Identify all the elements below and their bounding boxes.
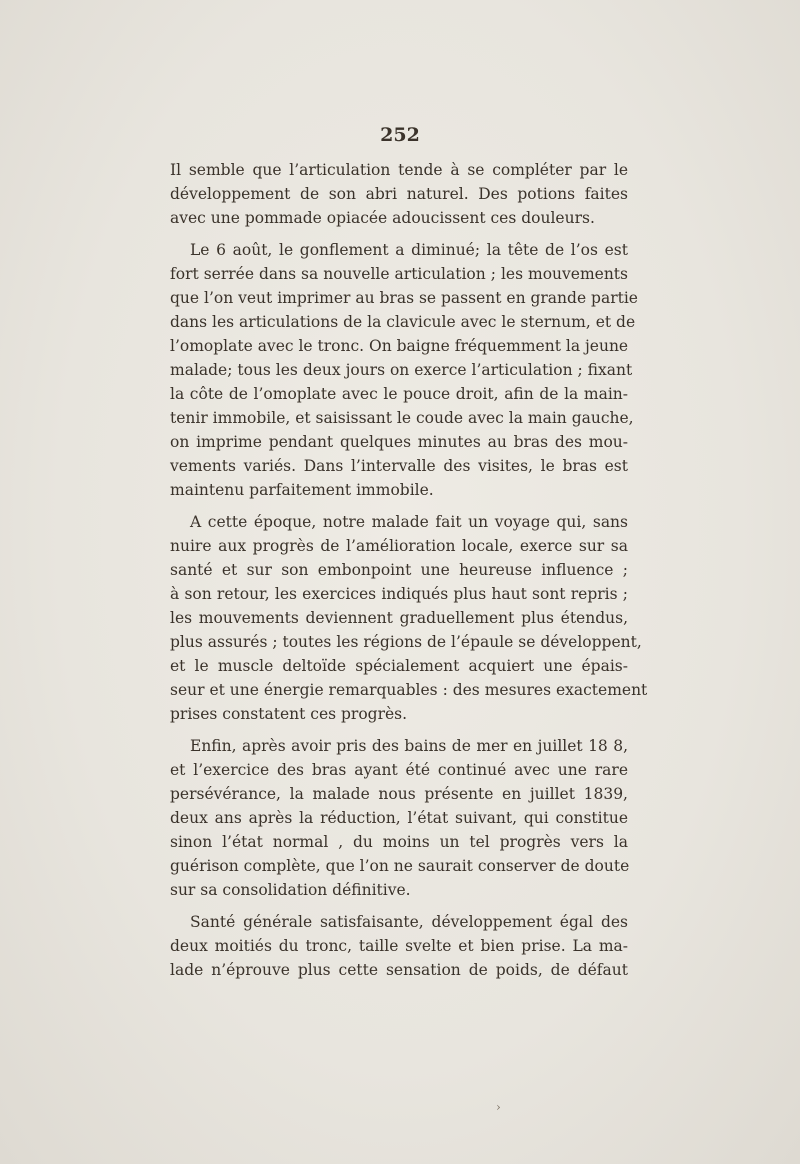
- text-line: guérison complète, que l’on ne saurait conserver de doute: [170, 857, 630, 875]
- text-line: lade n’éprouve plus cette sensation de poids, de défaut: [170, 961, 628, 979]
- text-line: à son retour, les exercices indiqués plus haut sont repris ;: [170, 585, 628, 603]
- text-line: A cette époque, notre malade fait un voyage qui, sans: [190, 513, 628, 531]
- text-line: la côte de l’omoplate avec le pouce droit, afin de la main-: [170, 385, 628, 403]
- text-line: malade; tous les deux jours on exerce l’articulation ; fixant: [170, 361, 633, 379]
- paragraph: [170, 734, 628, 902]
- text-line: prises constatent ces progrès.: [170, 705, 408, 723]
- text-line: on imprime pendant quelques minutes au bras des mou-: [170, 433, 628, 451]
- text-line: seur et une énergie remarquables : des mesures exactement: [170, 681, 648, 699]
- text-line: deux ans après la réduction, l’état suivant, qui constitue: [170, 809, 628, 827]
- paragraph: [170, 238, 638, 502]
- text-line: et l’exercice des bras ayant été continué avec une rare: [170, 761, 628, 779]
- text-line: plus assurés ; toutes les régions de l’épaule se développent,: [170, 633, 642, 651]
- paragraph: [170, 910, 628, 982]
- paragraph: [170, 510, 648, 726]
- stray-mark: ›: [496, 1100, 501, 1114]
- text-line: sur sa consolidation définitive.: [170, 881, 411, 899]
- text-line: nuire aux progrès de l’amélioration locale, exerce sur sa: [170, 537, 628, 555]
- text-line: Le 6 août, le gonflement a diminué; la tête de l’os est: [190, 241, 628, 259]
- text-line: Enfin, après avoir pris des bains de mer en juillet 18 8,: [190, 737, 628, 755]
- text-line: développement de son abri naturel. Des potions faites: [170, 185, 628, 203]
- text-line: vements variés. Dans l’intervalle des visites, le bras est: [170, 457, 628, 475]
- text-line: santé et sur son embonpoint une heureuse influence ;: [170, 561, 628, 579]
- text-line: tenir immobile, et saisissant le coude avec la main gauche,: [170, 409, 634, 427]
- text-line: persévérance, la malade nous présente en juillet 1839,: [170, 785, 628, 803]
- text-line: dans les articulations de la clavicule avec le sternum, et de: [170, 313, 636, 331]
- text-line: les mouvements deviennent graduellement plus étendus,: [170, 609, 628, 627]
- paragraph: [170, 158, 628, 230]
- text-line: maintenu parfaitement immobile.: [170, 481, 434, 499]
- text-line: avec une pommade opiacée adoucissent ces douleurs.: [170, 209, 595, 227]
- text-line: fort serrée dans sa nouvelle articulation ; les mouvements: [170, 265, 628, 283]
- page-number: 252: [380, 124, 420, 146]
- text-line: que l’on veut imprimer au bras se passent en grande partie: [170, 289, 638, 307]
- text-line: Il semble que l’articulation tende à se compléter par le: [170, 161, 628, 179]
- text-line: sinon l’état normal , du moins un tel progrès vers la: [170, 833, 628, 851]
- text-line: deux moitiés du tronc, taille svelte et bien prise. La ma-: [170, 937, 628, 955]
- text-line: et le muscle deltoïde spécialement acquiert une épais-: [170, 657, 628, 675]
- text-line: l’omoplate avec le tronc. On baigne fréquemment la jeune: [170, 337, 629, 355]
- text-line: Santé générale satisfaisante, développement égal des: [190, 913, 628, 931]
- body-text: [170, 158, 648, 982]
